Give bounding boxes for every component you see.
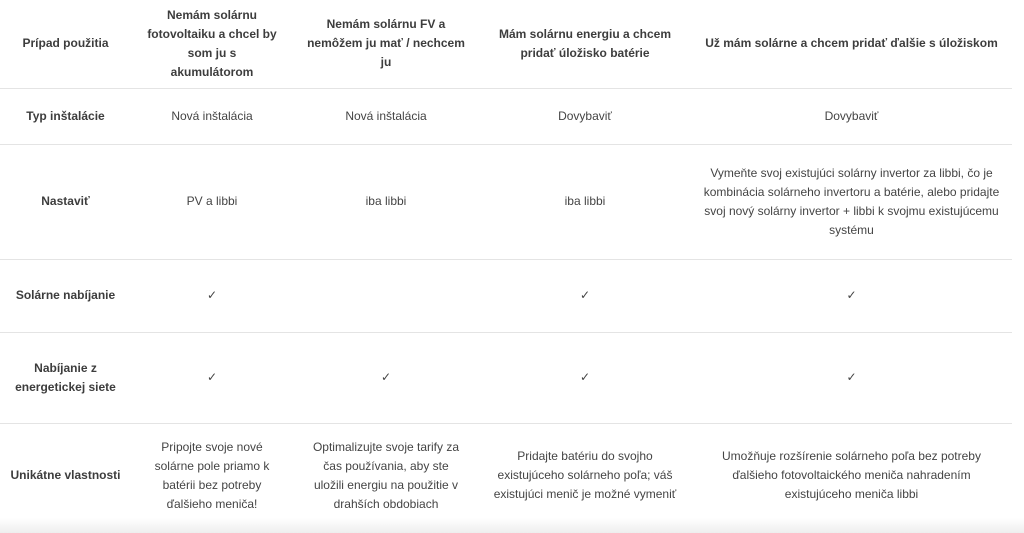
row-label: Typ inštalácie (0, 88, 131, 144)
row-label: Nastaviť (0, 144, 131, 259)
check-icon: ✓ (293, 332, 479, 423)
table-row-setup (0, 144, 1012, 259)
table-cell: Pridajte batériu do svojho existujúceho solárneho poľa; váš existujúci menič je možné vymeniť (493, 449, 677, 502)
header-no-pv-cannot: Nemám solárnu FV a nemôžem ju mať / nechcem ju (293, 0, 479, 88)
row-label: Unikátne vlastnosti (10, 468, 121, 483)
table-cell: Pripojte svoje nové solárne pole priamo k batérii bez potreby ďalšieho meniča! (154, 439, 270, 511)
row-label: Nabíjanie z energetickej siete (0, 332, 131, 423)
table-cell: PV a libbi (131, 144, 293, 259)
row-label: Solárne nabíjanie (0, 259, 131, 332)
table-header-row (0, 0, 1012, 88)
header-no-pv-with-battery: Nemám solárnu fotovoltaiku a chcel by som ju s akumulátorom (131, 0, 293, 88)
check-icon: ✓ (131, 332, 293, 423)
header-have-solar-add-storage: Mám solárnu energiu a chcem pridať úložisko batérie (479, 0, 691, 88)
table-cell: iba libbi (293, 144, 479, 259)
check-icon: ✓ (479, 332, 691, 423)
table-row-unique-features (0, 423, 1012, 528)
table-cell: Optimalizujte svoje tarify za čas používania, aby ste uložili energiu na použitie v drahších obdobiach (312, 439, 460, 511)
check-icon: ✓ (691, 332, 1012, 423)
table-row-solar-charging (0, 259, 1012, 332)
table-cell: Umožňuje rozšírenie solárneho poľa bez potreby ďalšieho fotovoltaického meniča nahradením existujúceho meniča libbi (722, 449, 981, 502)
table-row-installation-type (0, 88, 1012, 144)
table-row-grid-charging (0, 332, 1012, 423)
table-cell: Nová inštalácia (131, 88, 293, 144)
table-cell: Dovybaviť (479, 88, 691, 144)
bottom-shade (0, 518, 1024, 533)
header-have-solar-add-more: Už mám solárne a chcem pridať ďalšie s úložiskom (691, 0, 1012, 88)
table-cell: iba libbi (479, 144, 691, 259)
table-cell: Vymeňte svoj existujúci solárny invertor za libbi, čo je kombinácia solárneho invertoru a batérie, alebo pridajte svoj nový solárny invertor + libbi k svojmu existujúcemu systému (691, 144, 1012, 259)
empty-cell (293, 259, 479, 332)
table-cell: Dovybaviť (691, 88, 1012, 144)
check-icon: ✓ (691, 259, 1012, 332)
table-cell: Nová inštalácia (293, 88, 479, 144)
check-icon: ✓ (479, 259, 691, 332)
header-use-case: Prípad použitia (0, 0, 131, 88)
check-icon: ✓ (131, 259, 293, 332)
